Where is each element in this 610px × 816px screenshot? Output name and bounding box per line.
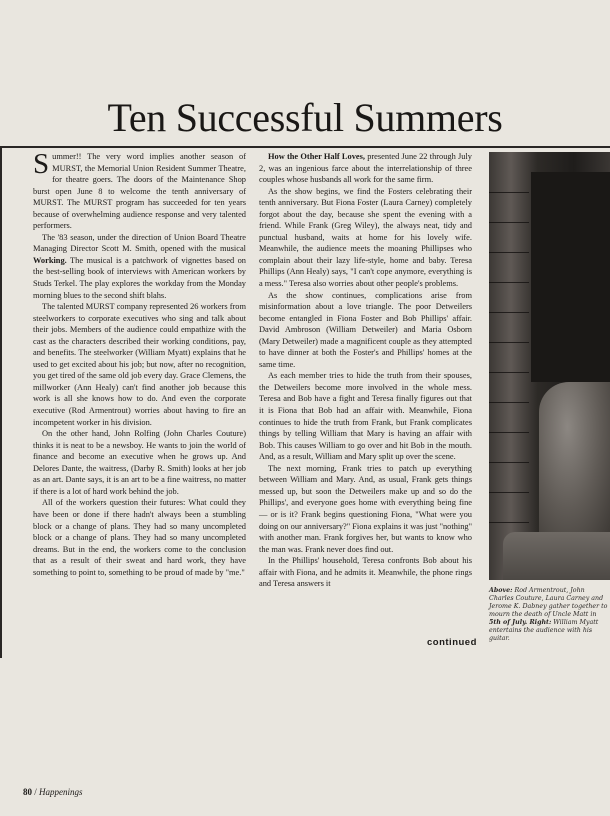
- wood-plank-line: [489, 222, 529, 223]
- show-title-working: Working.: [33, 255, 67, 265]
- drop-cap: S: [33, 148, 50, 180]
- caption-show-title: 5th of July.: [489, 619, 528, 626]
- article-column-1: [33, 148, 246, 578]
- photo-figure-torso: [539, 382, 610, 532]
- photo-doorway: [531, 172, 610, 382]
- wood-plank-line: [489, 282, 529, 283]
- photo-guitar-player: [489, 152, 610, 580]
- wood-plank-line: [489, 462, 529, 463]
- wood-plank-line: [489, 192, 529, 193]
- caption-label-above: Above:: [489, 587, 513, 594]
- paragraph: As each member tries to hide the truth from their spouses, the Detweilers become more involved in the whole mess. Teresa and Bob have a fight and Teresa finally figures out that it is Fiona that Bob had an affair with. Meanwhile, Fiona continues to hide the truth from Frank, but Frank complicates things by telling William that Mary is having an affair with Bob. This causes William to go over and hit Bob in the mouth. And, as a result, William and Mary split up over the scene.: [259, 371, 472, 462]
- wood-plank-line: [489, 402, 529, 403]
- wood-plank-line: [489, 432, 529, 433]
- paragraph: As the show continues, complications arise from misinformation about a love triangle. The poor Detweilers become entangled in Fiona Foster and Bob Phillips' affair. David Ambroson (William Detweiler) and Maria Osborn (Mary Detweiler) made a magnificent couple as they attempted to have dinner at both the Foster's and Phillips' homes at the same time.: [259, 290, 472, 369]
- publication-name: Happenings: [39, 787, 83, 797]
- article-column-2: [259, 151, 472, 590]
- photo-caption: Above: Rod Armentrout, John Charles Couture, Laura Carney and Jerome K. Dabney gather together to mourn the death of Uncle Matt in 5th of July. Right: William Myatt entertains the audience with his guitar.: [489, 587, 608, 642]
- page-footer: 80 / Happenings: [23, 787, 83, 797]
- paragraph: The talented MURST company represented 26 workers from steelworkers to corporate executives who sing and talk about their jobs. Members of the audience could empathize with the cast as the characters described their working conditions, pay, and benefits. The steelworker (William Myatt) explains that he used to get excited about his job; but now, after no recognition, you get tired of the same old job every day. Grace Clemens, the millworker (Ann Healy) can't find another job because this work is all she knows how to do. And even the corporate executive (Rod Armentrout) worries about having to fire an incompetent worker in his division.: [33, 302, 246, 427]
- wood-plank-line: [489, 312, 529, 313]
- continued-label: continued: [427, 637, 477, 648]
- wood-plank-line: [489, 342, 529, 343]
- show-title-other-half: How the Other Half Loves,: [268, 152, 365, 161]
- paragraph: All of the workers question their futures: What could they have been or done if there hadn't always been a stumbling block or a change of plans. They had so many uncompleted block or a change of plans. They had so many uncompleted dreams. But in the end, the workers come to the conclusion that as a result of their sweat and hard work, they have something to point to, something to be proud of made by "me.": [33, 498, 246, 577]
- paragraph: The '83 season, under the direction of Union Board Theatre Managing Director Scott M. Smith, opened with the musical Working. The musical is a patchwork of vignettes based on the best-selling book of interviews with American workers by Studs Terkel. The play explores the workday from the Monday morning blues to the second shift blahs.: [33, 232, 246, 300]
- paragraph-intro: Summer!! The very word implies another season of MURST, the Memorial Union Resident Summer Theatre, for theatre goers. The doors of the Maintenance Shop burst open June 8 to welcome the tenth anniversary of MURST. The MURST program has succeeded for ten years because of overwhelming audience response and very talented performers.: [33, 148, 246, 231]
- wood-plank-line: [489, 372, 529, 373]
- paragraph: In the Phillips' household, Teresa confronts Bob about his affair with Fiona, and he admits it. Meanwhile, the phone rings and Teresa answers it: [259, 556, 472, 589]
- paragraph: On the other hand, John Rolfing (John Charles Couture) thinks it is neat to be a newsboy. He wants to join the world of finance and become an executive when he grows up. And Delores Dante, the waitress, (Darby R. Smith) looks at her job as an art. Dante says, it is an art to be a fine waitress, no matter if there is a lot of hard work behind the job.: [33, 429, 246, 496]
- article-title: Ten Successful Summers: [107, 95, 503, 140]
- paragraph: As the show begins, we find the Fosters celebrating their tenth anniversary. But Fiona Foster (Laura Carney) completely forgot about the day, because she spent the evening with a friend. While Frank (Greg Wiley), the always neat, tidy and punctual husband, waits at home for his lovely wife. Meanwhile, the audience meets the moaning Phillipses who complain about their lazy life-style, home and baby. Teresa Phillips (Ann Healy) says, "I can't cope anymore, everything is a mess." Teresa also worries about other people's problems.: [259, 186, 472, 289]
- paragraph: The next morning, Frank tries to patch up everything between William and Mary. And, as usual, Frank gets things messed up, but soon the Detweilers make up and so do the Phillips', and everyone goes home with everything being fine — or is it? Frank begins questioning Fiona, "What were you doing on our anniversary?" Fiona explains it was just "nothing" with another man. Frank forgives her, but wants to know who the man was. Frank never does find out.: [259, 463, 472, 554]
- paragraph: How the Other Half Loves, presented June 22 through July 2, was an ingenious farce about the interrelationship of three couples whose husbands all work for the same firm.: [259, 152, 472, 185]
- wood-plank-line: [489, 522, 529, 523]
- wood-plank-line: [489, 492, 529, 493]
- left-border-rule: [0, 146, 2, 658]
- caption-label-right: Right:: [527, 619, 552, 626]
- page-number: 80: [23, 787, 32, 797]
- photo-figure-legs: [503, 532, 610, 580]
- header-rule: [0, 146, 610, 148]
- wood-plank-line: [489, 252, 529, 253]
